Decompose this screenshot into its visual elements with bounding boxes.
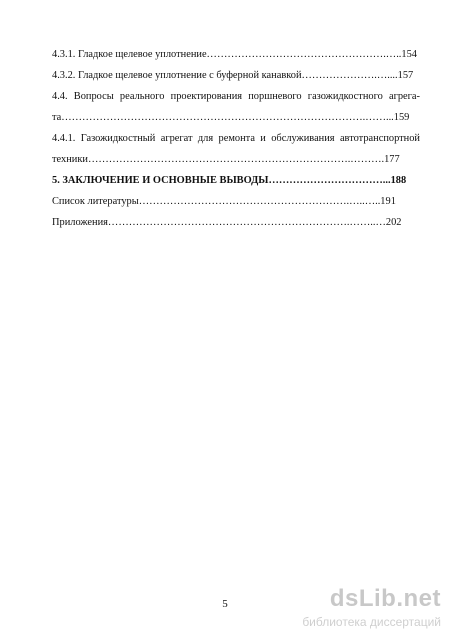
- toc-entry-appendices: Приложения…………………………………………………………….……..…202: [52, 217, 402, 228]
- toc-entry-4-4-line-1: 4.4. Вопросы реального проектирования поршневого газожидкостного агрега-: [52, 91, 420, 102]
- toc-entry-4-4-1-line-2: техники………………………………………………………………….……….177: [52, 154, 400, 165]
- page-number: 5: [222, 598, 228, 610]
- toc-entry-4-3-2: 4.3.2. Гладкое щелевое уплотнение с буферной канавкой………………….…....157: [52, 70, 414, 81]
- toc-entry-4-4-line-2: та…………………………………………………………………………….……...159: [52, 112, 410, 123]
- watermark-logo: dsLib.net: [329, 585, 441, 612]
- toc-entry-references: Список литературы…………………………………………………….…..…..191: [52, 196, 396, 207]
- watermark: [300, 585, 445, 631]
- toc-entry-4-4-1-line-1: 4.4.1. Газожидкостный агрегат для ремонта и обслуживания автотранспортной: [52, 133, 420, 144]
- watermark-caption: библиотека диссертаций: [302, 615, 441, 629]
- toc-entry-4-3-1: 4.3.1. Гладкое щелевое уплотнение…………………………………………….…..154: [52, 49, 417, 60]
- toc-entry-chapter-5: 5. ЗАКЛЮЧЕНИЕ И ОСНОВНЫЕ ВЫВОДЫ……………………………...188: [52, 175, 407, 186]
